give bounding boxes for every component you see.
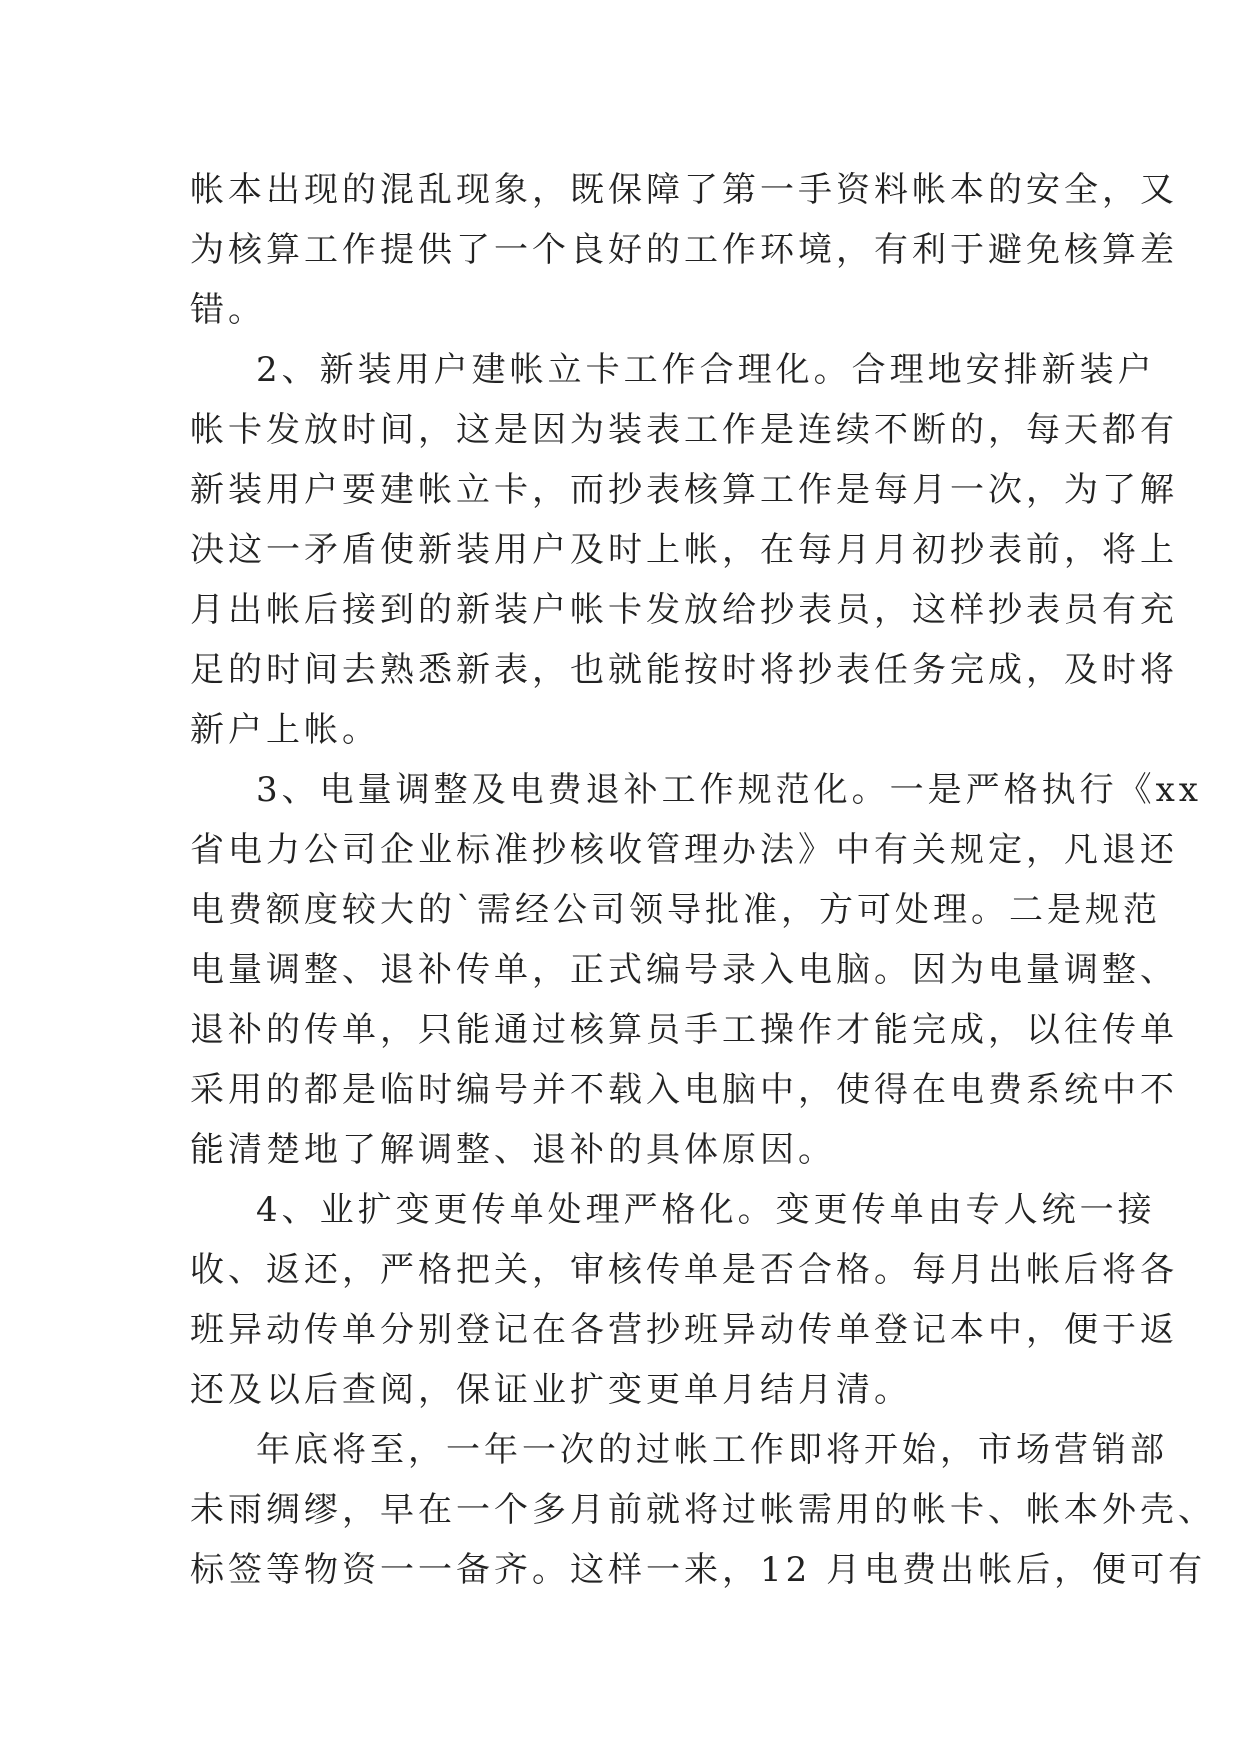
- text-line: 为核算工作提供了一个良好的工作环境，有利于避免核算差: [190, 230, 1178, 270]
- text-line: 电量调整、退补传单，正式编号录入电脑。因为电量调整、: [190, 950, 1178, 990]
- text-line: 未雨绸缪，早在一个多月前就将过帐需用的帐卡、帐本外壳、: [190, 1490, 1216, 1530]
- text-line: 收、返还，严格把关，审核传单是否合格。每月出帐后将各: [190, 1250, 1178, 1290]
- text-line: 电费额度较大的`需经公司领导批准，方可处理。二是规范: [190, 890, 1161, 930]
- text-line: 月出帐后接到的新装户帐卡发放给抄表员，这样抄表员有充: [190, 590, 1178, 630]
- text-line: 年底将至，一年一次的过帐工作即将开始，市场营销部: [256, 1430, 1168, 1470]
- text-line: 省电力公司企业标准抄核收管理办法》中有关规定，凡退还: [190, 830, 1178, 870]
- text-line: 采用的都是临时编号并不载入电脑中，使得在电费系统中不: [190, 1070, 1178, 1110]
- text-line: 4、业扩变更传单处理严格化。变更传单由专人统一接: [256, 1190, 1156, 1230]
- text-line: 能清楚地了解调整、退补的具体原因。: [190, 1130, 836, 1170]
- text-line: 退补的传单，只能通过核算员手工操作才能完成，以往传单: [190, 1010, 1178, 1050]
- text-line: 错。: [190, 290, 266, 330]
- text-line: 2、新装用户建帐立卡工作合理化。合理地安排新装户: [256, 350, 1156, 390]
- text-line: 足的时间去熟悉新表，也就能按时将抄表任务完成，及时将: [190, 650, 1178, 690]
- text-line: 新户上帐。: [190, 710, 380, 750]
- text-line: 标签等物资一一备齐。这样一来，12 月电费出帐后，便可有: [190, 1550, 1207, 1590]
- text-line: 班异动传单分别登记在各营抄班异动传单登记本中，便于返: [190, 1310, 1178, 1350]
- text-line: 帐卡发放时间，这是因为装表工作是连续不断的，每天都有: [190, 410, 1178, 450]
- text-line: 3、电量调整及电费退补工作规范化。一是严格执行《xx: [256, 770, 1202, 810]
- text-line: 决这一矛盾使新装用户及时上帐，在每月月初抄表前，将上: [190, 530, 1178, 570]
- text-line: 新装用户要建帐立卡，而抄表核算工作是每月一次，为了解: [190, 470, 1178, 510]
- text-line: 还及以后查阅，保证业扩变更单月结月清。: [190, 1370, 912, 1410]
- text-line: 帐本出现的混乱现象，既保障了第一手资料帐本的安全，又: [190, 170, 1178, 210]
